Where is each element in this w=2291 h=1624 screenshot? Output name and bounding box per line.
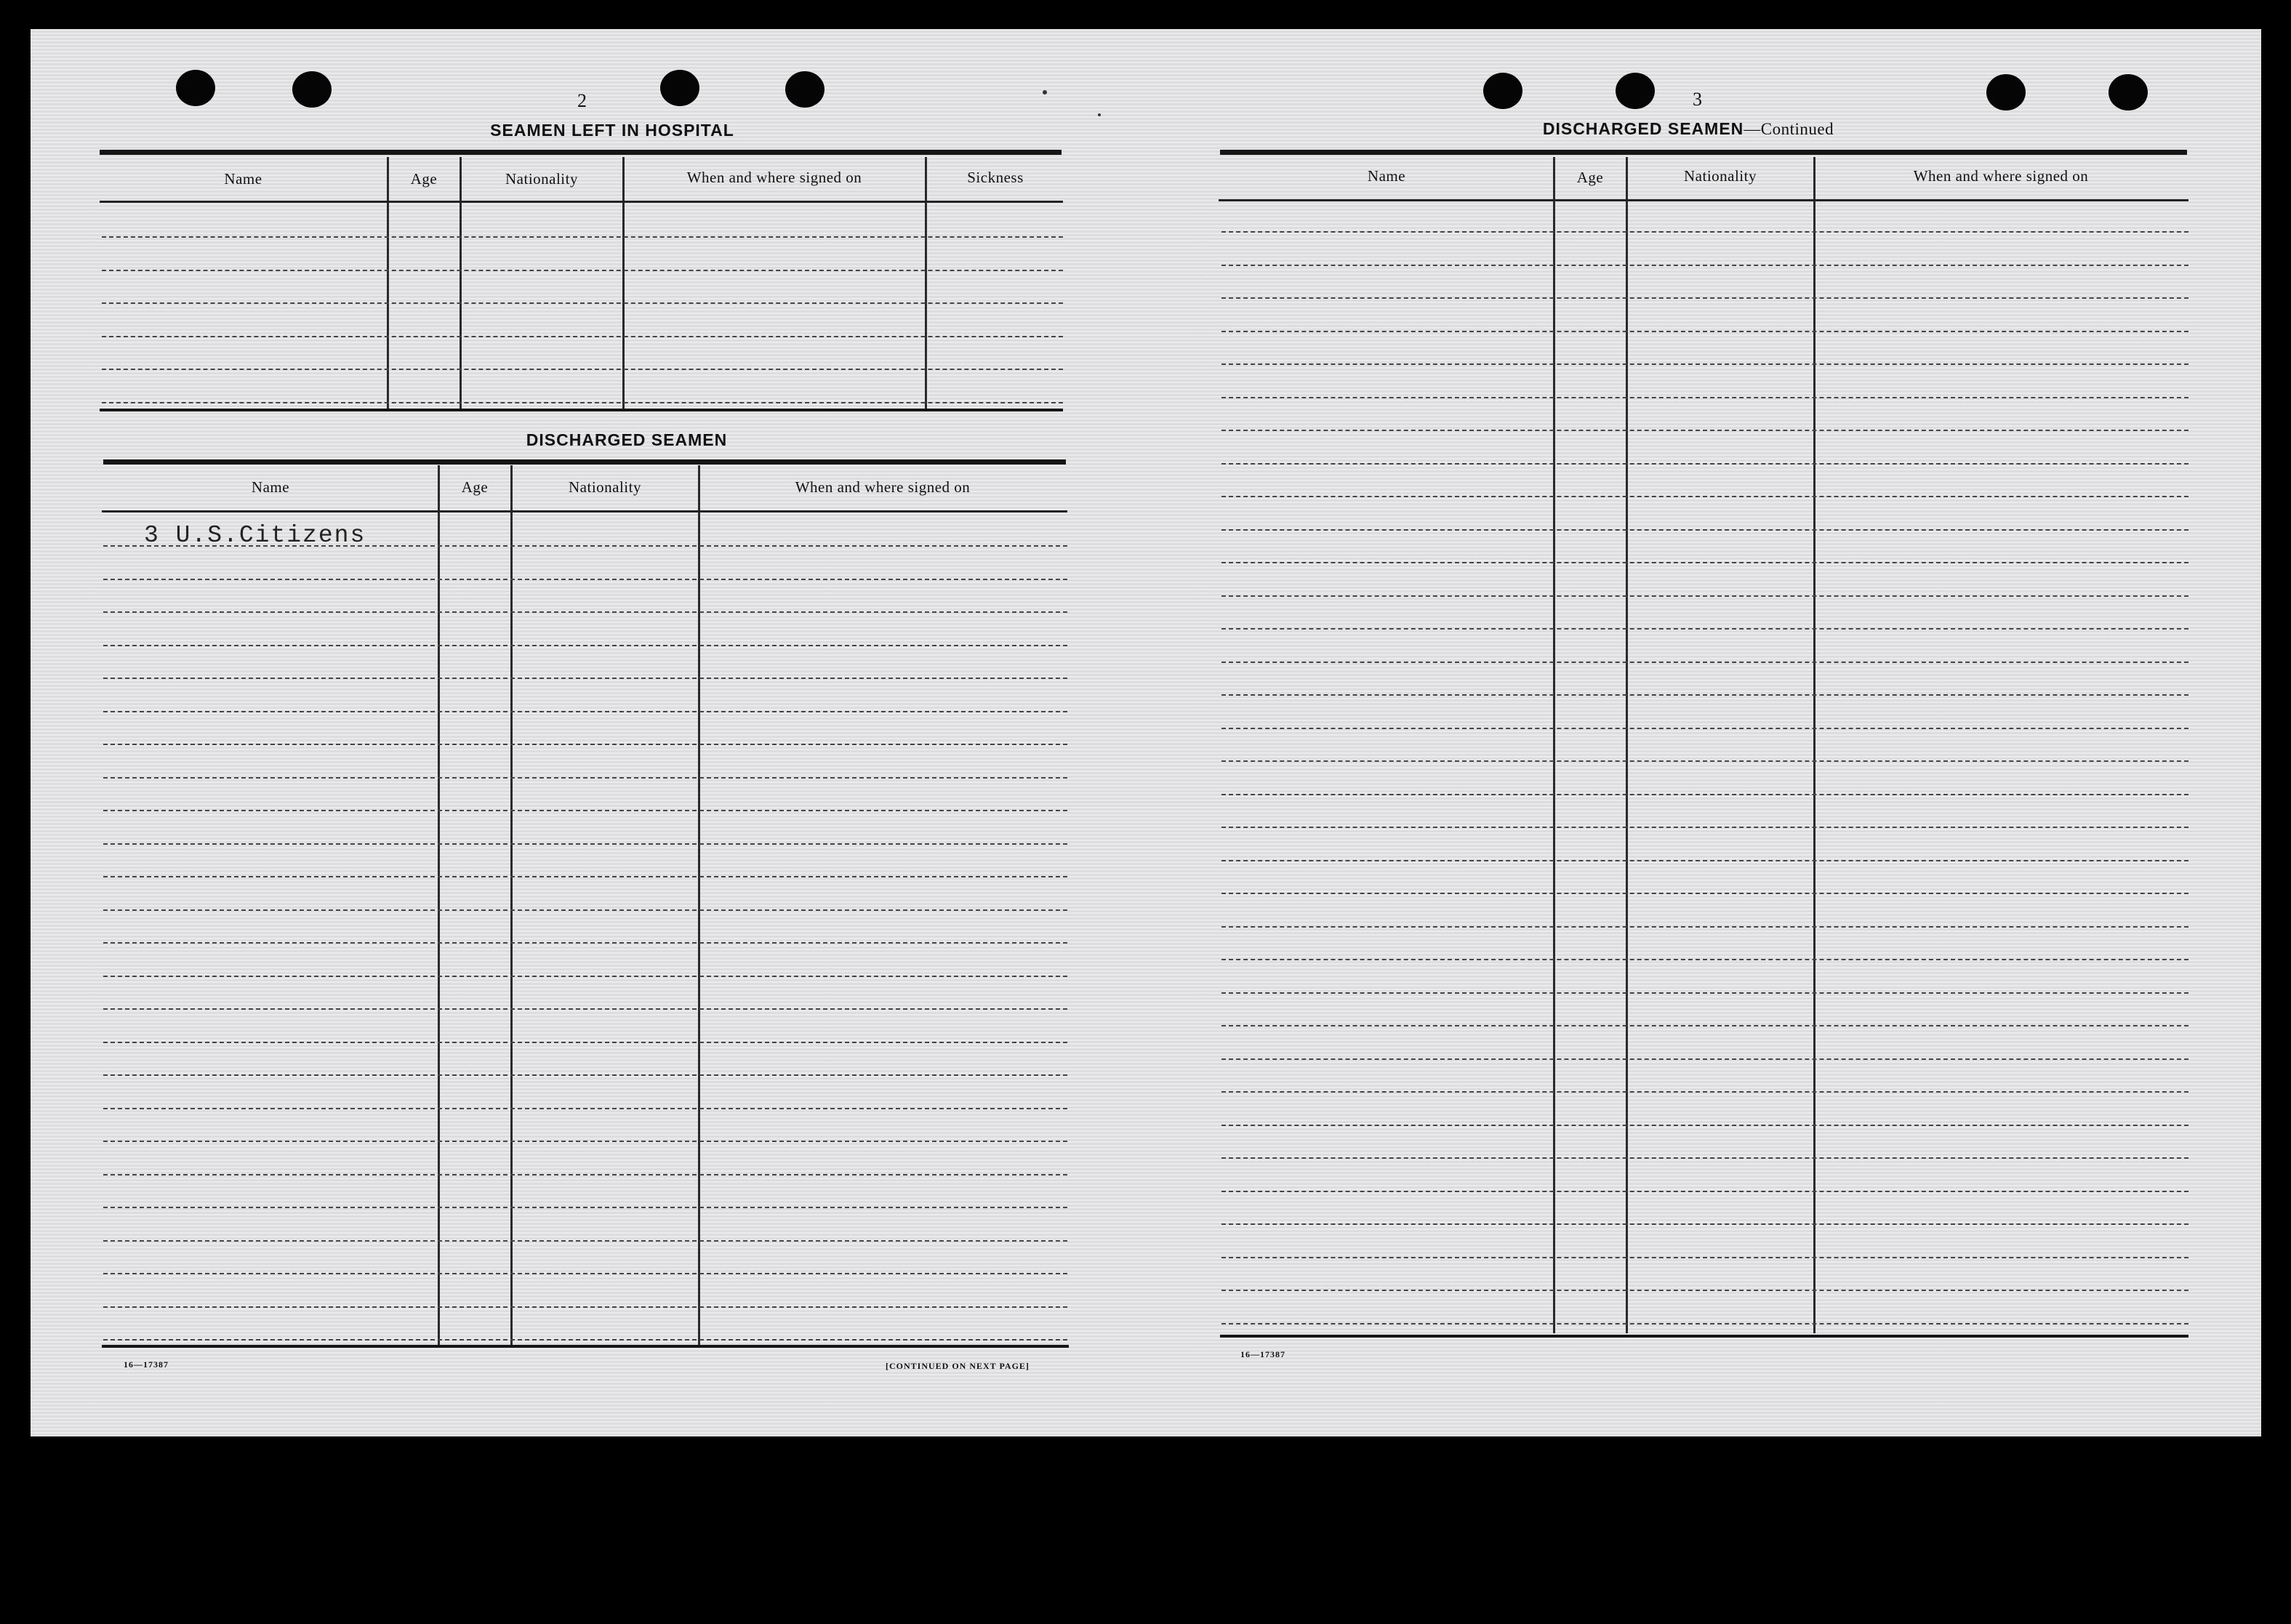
ruled-line [103,843,1067,845]
column-divider [622,157,625,410]
speck [1043,90,1047,95]
punch-hole-icon [2109,74,2148,110]
ruled-line [1221,1223,2188,1225]
ruled-line [1221,827,2188,828]
table-bottom-rule [1220,1335,2188,1338]
ruled-line [103,1207,1067,1208]
rule [100,150,1062,155]
punch-hole-icon [1483,73,1522,109]
ruled-line [103,976,1067,977]
ruled-line [1221,1290,2188,1291]
rule [1220,150,2187,155]
header-rule [1219,199,2188,201]
ruled-line [103,545,1067,547]
header-rule [100,201,1063,203]
column-header-nationality: Nationality [569,478,641,496]
ruled-line [1221,959,2188,960]
header-rule [102,510,1067,512]
table-bottom-rule [102,1345,1069,1348]
ruled-line [1221,231,2188,233]
ruled-line [102,302,1063,304]
ruled-line [1221,1125,2188,1126]
right-section-title-continued: —Continued [1744,120,1834,138]
column-header-nationality: Nationality [505,170,578,188]
ruled-line [1221,1091,2188,1093]
ruled-line [103,1273,1067,1274]
speck [1098,113,1101,116]
ruled-line [103,876,1067,877]
ruled-line [1221,794,2188,795]
discharged-section-title: DISCHARGED SEAMEN [526,430,728,449]
column-header-name: Name [251,478,290,496]
ruled-line [103,1174,1067,1175]
column-header-age: Age [1576,169,1604,186]
ruled-line [1221,760,2188,762]
ruled-line [102,369,1063,370]
punch-hole-icon [660,70,699,106]
ruled-line [103,1339,1067,1340]
column-header-age: Age [461,478,489,496]
column-header-name: Name [224,170,262,188]
ruled-line [1221,628,2188,630]
ruled-line [103,1042,1067,1043]
form-number-left: 16—17387 [124,1359,169,1370]
column-divider [925,157,927,410]
ruled-line [103,1240,1067,1242]
ruled-line [103,1141,1067,1142]
punch-hole-icon [176,70,215,106]
column-header-nationality: Nationality [1684,167,1757,185]
column-header-signed-on: When and where signed on [1913,167,2089,185]
page-number-left: 2 [577,90,587,111]
column-header-name: Name [1367,167,1406,185]
punch-hole-icon [292,71,332,108]
column-header-signed-on: When and where signed on [795,478,971,496]
punch-hole-icon [785,71,824,108]
ruled-line [103,579,1067,580]
ruled-line [1221,430,2188,431]
ruled-line [103,744,1067,745]
ruled-line [1221,694,2188,696]
right-section-title-main: DISCHARGED SEAMEN [1542,119,1744,138]
ruled-line [103,777,1067,779]
ruled-line [1221,1191,2188,1192]
ruled-line [1221,1323,2188,1324]
ruled-line [102,336,1063,337]
ruled-line [1221,1257,2188,1258]
column-header-sickness: Sickness [967,169,1024,186]
ruled-line [1221,397,2188,398]
ruled-line [103,711,1067,712]
ruled-line [1221,728,2188,729]
ruled-line [1221,1157,2188,1159]
punch-hole-icon [1986,74,2026,110]
discharged-entry: 3 U.S.Citizens [144,522,366,549]
ruled-line [1221,595,2188,597]
right-section-title [1506,119,1870,139]
column-header-age: Age [410,170,438,188]
ruled-line [102,236,1063,238]
ruled-line [1221,331,2188,332]
ruled-line [103,942,1067,944]
ruled-line [1221,363,2188,365]
column-header-signed-on: When and where signed on [686,169,862,186]
ruled-line [1221,529,2188,531]
ruled-line [103,611,1067,613]
ruled-line [1221,297,2188,299]
ruled-line [1221,893,2188,894]
ruled-line [103,1108,1067,1109]
ruled-line [1221,1058,2188,1060]
hospital-section-title: SEAMEN LEFT IN HOSPITAL [490,121,734,140]
ruled-line [1221,463,2188,465]
ruled-line [102,270,1063,271]
ruled-line [103,1074,1067,1076]
ruled-line [102,402,1063,403]
ruled-line [103,678,1067,679]
ruled-line [103,645,1067,646]
ruled-line [1221,992,2188,994]
ruled-line [1221,562,2188,563]
rule [103,459,1066,465]
form-number-right: 16—17387 [1240,1349,1285,1359]
ruled-line [103,1008,1067,1010]
continued-note: [CONTINUED ON NEXT PAGE] [886,1361,1030,1371]
ruled-line [1221,265,2188,266]
punch-hole-icon [1616,73,1655,109]
column-divider [460,157,462,410]
ruled-line [1221,496,2188,497]
ruled-line [1221,860,2188,861]
table-bottom-rule [100,409,1063,411]
page-number-right: 3 [1693,89,1702,110]
column-divider [387,157,389,410]
ruled-line [103,909,1067,911]
ruled-line [103,810,1067,811]
ruled-line [103,1306,1067,1308]
ruled-line [1221,926,2188,928]
column-divider [698,465,700,1348]
document-paper [31,29,2261,1436]
column-divider [510,465,513,1348]
ruled-line [1221,1025,2188,1026]
ruled-line [1221,662,2188,663]
column-divider [438,465,440,1348]
